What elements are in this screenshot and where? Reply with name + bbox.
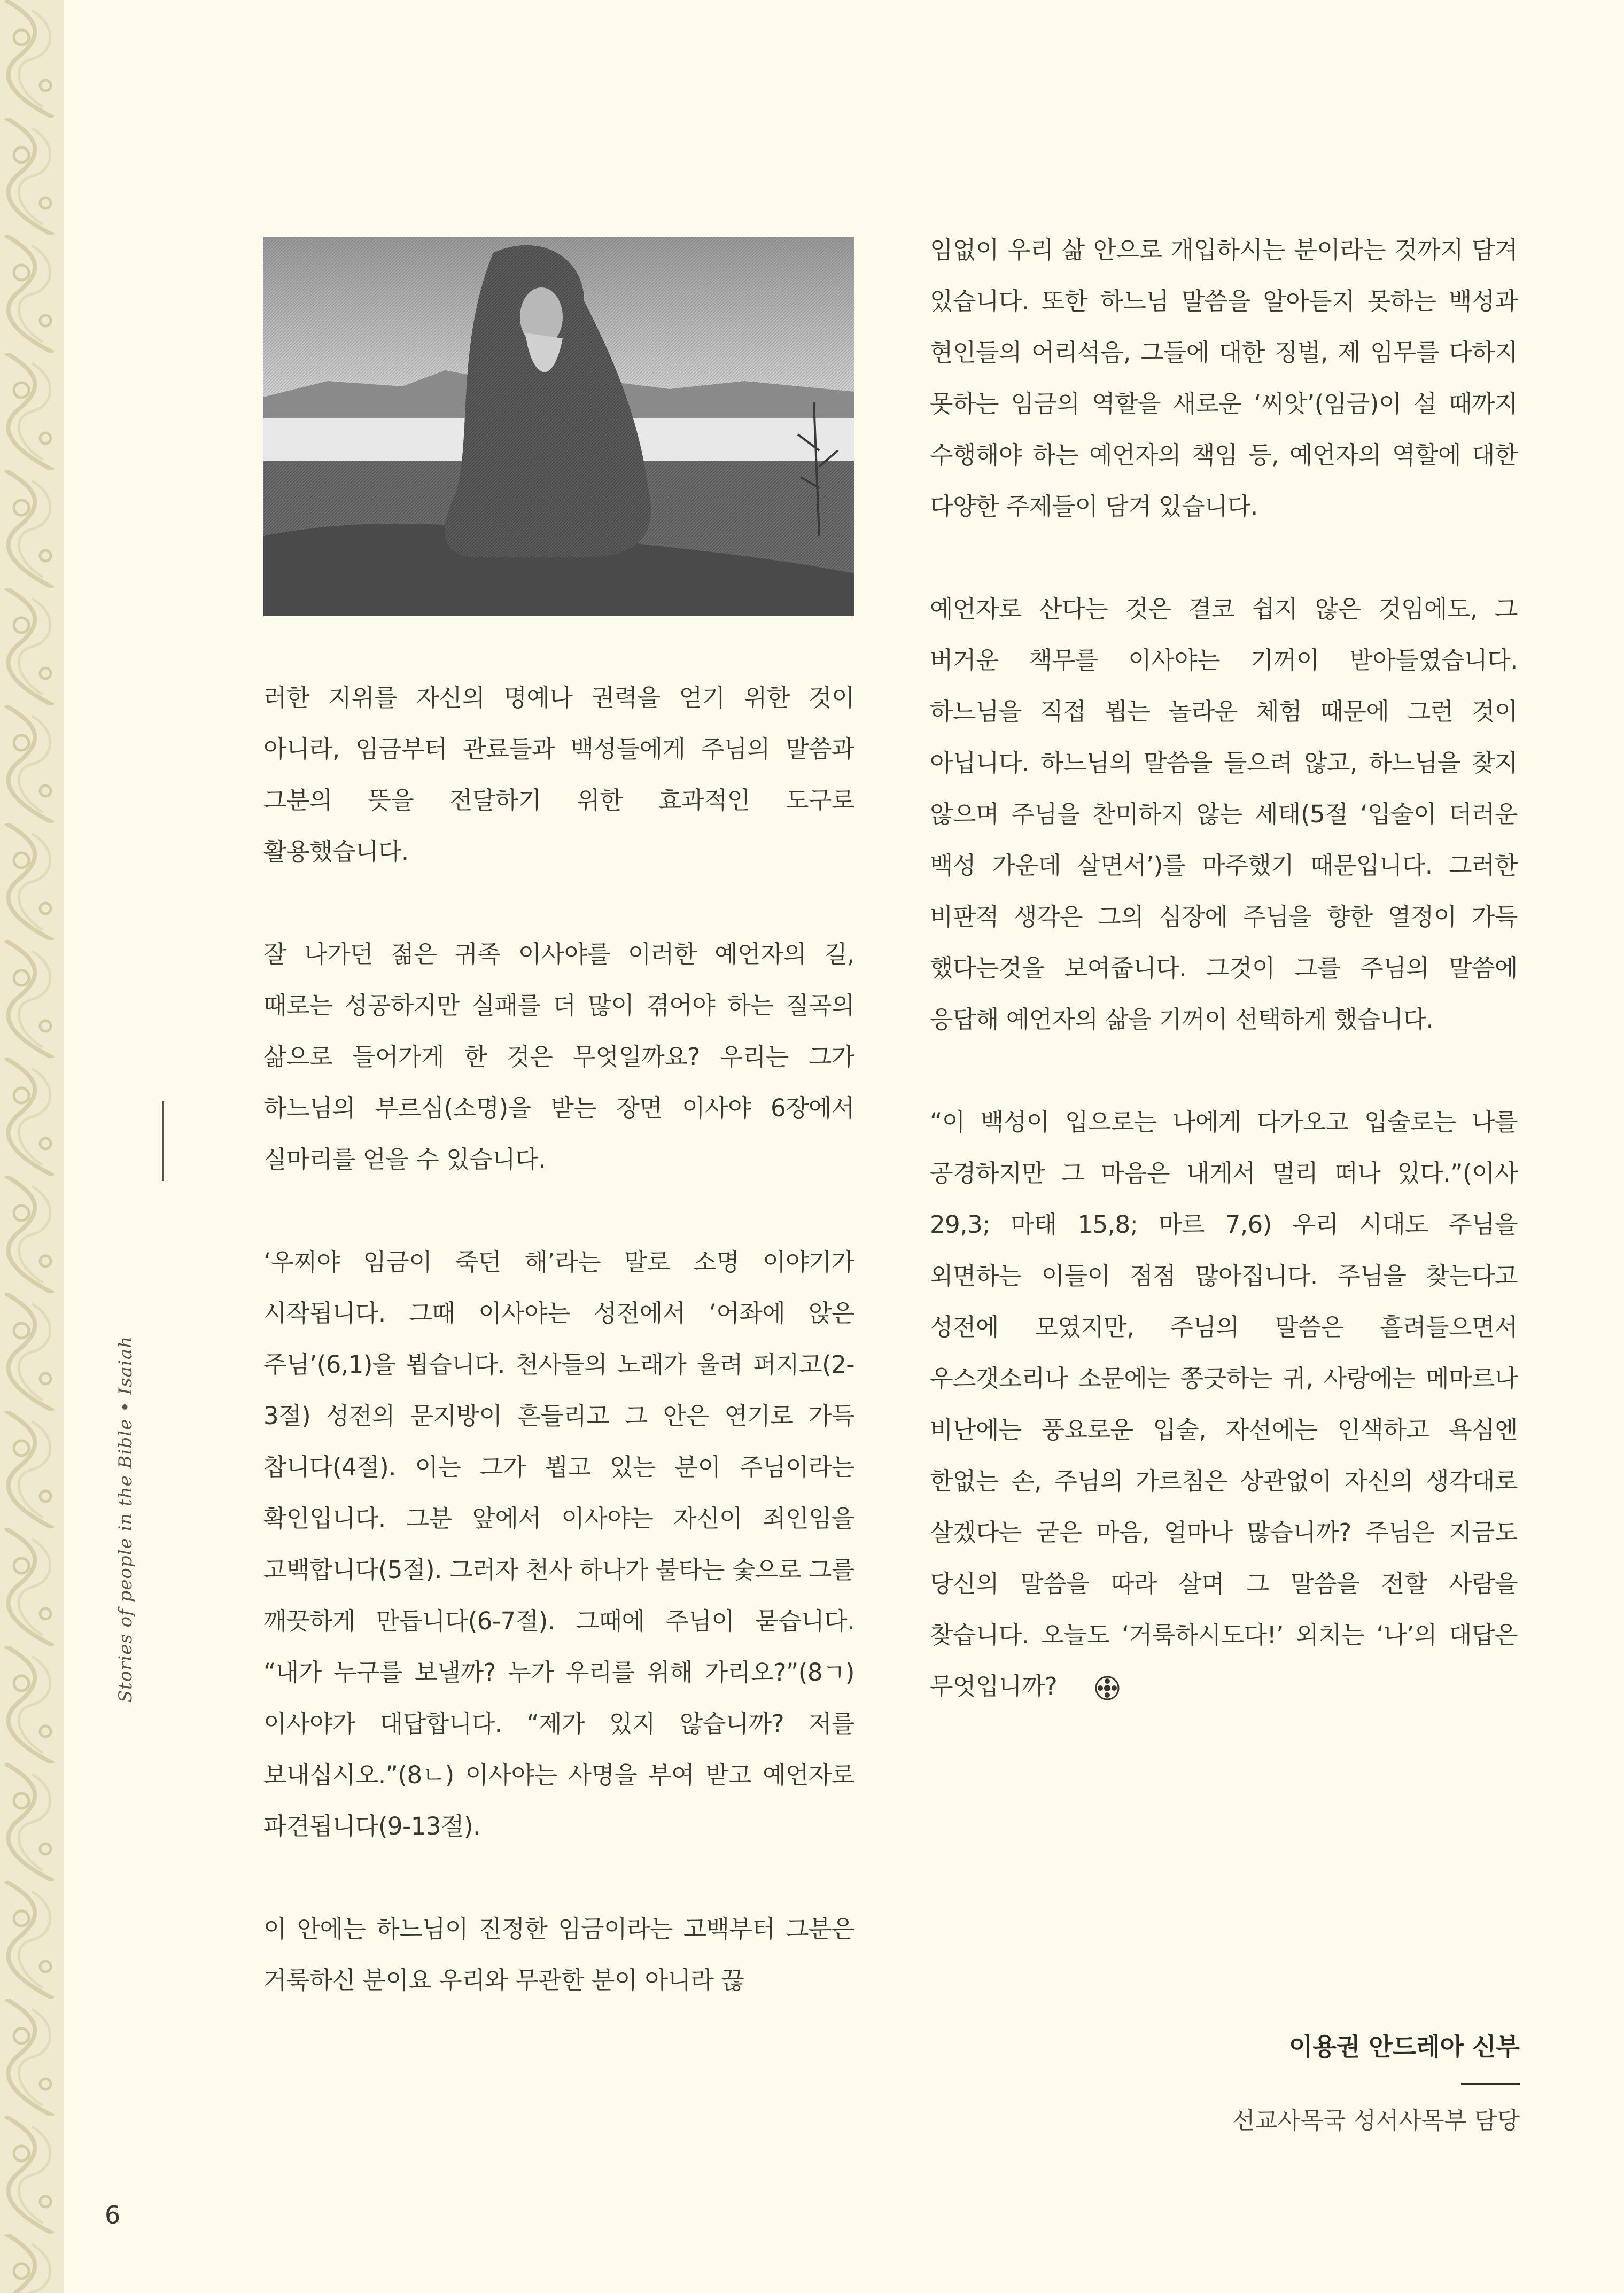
isaiah-engraving-image bbox=[263, 237, 854, 616]
author-divider bbox=[1461, 2083, 1520, 2085]
ornament-pattern-icon bbox=[0, 0, 64, 2293]
paragraph bbox=[930, 1097, 1518, 1712]
side-rule-divider bbox=[162, 1101, 164, 1181]
paragraph: 잘 나가던 젊은 귀족 이사야를 이러한 예언자의 길, 때로는 성공하지만 실패를 더 많이 겪어야 하는 질곡의 삶으로 들어가게 한 것은 무엇일까요? 우리는 그가 하느님의 부르심(소명)을 받는 장면 이사야 6장에서 실마리를 얻을 수 있습니다. bbox=[263, 940, 854, 1173]
paragraph: 임없이 우리 삶 안으로 개입하시는 분이라는 것까지 담겨 있습니다. 또한 하느님 말씀을 알아듣지 못하는 백성과 현인들의 어리석음, 그들에 대한 징벌, 제 임무를 다하지 못하는 임금의 역할을 새로운 ‘씨앗’(임금)이 설 때까지 수행해야 하는 예언자의 책임 등, 예언자의 역할에 대한 다양한 주제들이 담겨 있습니다. bbox=[930, 236, 1518, 520]
page-number: 6 bbox=[105, 2201, 121, 2229]
left-text-column bbox=[263, 672, 854, 2006]
right-text-column bbox=[930, 224, 1518, 1712]
author-name: 이용권 안드레아 신부 bbox=[1289, 2032, 1520, 2061]
decorative-border bbox=[0, 0, 64, 2293]
paragraph-text: “이 백성이 입으로는 나에게 다가오고 입술로는 나를 공경하지만 그 마음은 내게서 멀리 떠나 있다.”(이사 29,3; 마태 15,8; 마르 7,6) 우리 시대도 주님을 외면하는 이들이 점점 많아집니다. 주님을 찾는다고 성전에 모였지만, 주님의 말씀은 흘려들으면서 우스갯소리나 소문에는 쫑긋하는 귀, 사랑에는 메마르나 비난에는 풍요로운 입술, 자선에는 인색하고 욕심엔 한없는 손, 주님의 가르침은 상관없이 자신의 생각대로 살겠다는 굳은 마음, 얼마나 많습니까? 주님은 지금도 당신의 말씀을 따라 살며 그 말씀을 전할 사람을 찾습니다. 오늘도 ‘거룩하시도다!’ 외치는 ‘나’의 대답은 무엇입니까? bbox=[930, 1108, 1518, 1700]
side-running-title: Stories of people in the Bible • Isaiah bbox=[115, 1336, 136, 1703]
paragraph: 러한 지위를 자신의 명예나 권력을 얻기 위한 것이 아니라, 임금부터 관료들과 백성들에게 주님의 말씀과 그분의 뜻을 전달하기 위한 효과적인 도구로 활용했습니다. bbox=[263, 683, 854, 866]
author-title: 선교사목국 성서사목부 담당 bbox=[1232, 2107, 1520, 2134]
paragraph: 이 안에는 하느님이 진정한 임금이라는 고백부터 그분은 거룩하신 분이요 우리와 무관한 분이 아니라 끊 bbox=[263, 1915, 854, 1994]
paragraph: 예언자로 산다는 것은 결코 쉽지 않은 것임에도, 그 버거운 책무를 이사야는 기꺼이 받아들였습니다. 하느님을 직접 뵙는 놀라운 체험 때문에 그런 것이 아닙니다. 하느님의 말씀을 들으려 않고, 하느님을 찾지 않으며 주님을 찬미하지 않는 세태(5절 ‘입술이 더러운 백성 가운데 살면서’)를 마주했기 때문입니다. 그러한 비판적 생각은 그의 심장에 주님을 향한 열정이 가득 했다는것을 보여줍니다. 그것이 그를 주님의 말씀에 응답해 예언자의 삶을 기꺼이 선택하게 했습니다. bbox=[930, 595, 1518, 1033]
paragraph: ‘우찌야 임금이 죽던 해’라는 말로 소명 이야기가 시작됩니다. 그때 이사야는 성전에서 ‘어좌에 앉은 주님’(6,1)을 뵙습니다. 천사들의 노래가 울려 퍼지고(2-3절) 성전의 문지방이 흔들리고 그 안은 연기로 가득 찹니다(4절). 이는 그가 뵙고 있는 분이 주님이라는 확인입니다. 그분 앞에서 이사야는 자신이 죄인임을 고백합니다(5절). 그러자 천사 하나가 불타는 숯으로 그를 깨끗하게 만듭니다(6-7절). 그때에 주님이 묻습니다. “내가 누구를 보낼까? 누가 우리를 위해 가리오?”(8ㄱ) 이사야가 대답합니다. “제가 있지 않습니까? 저를 보내십시오.”(8ㄴ) 이사야는 사명을 부여 받고 예언자로 파견됩니다(9-13절). bbox=[263, 1248, 854, 1840]
end-flourish-icon bbox=[1094, 1675, 1120, 1701]
author-block bbox=[1232, 2031, 1520, 2137]
